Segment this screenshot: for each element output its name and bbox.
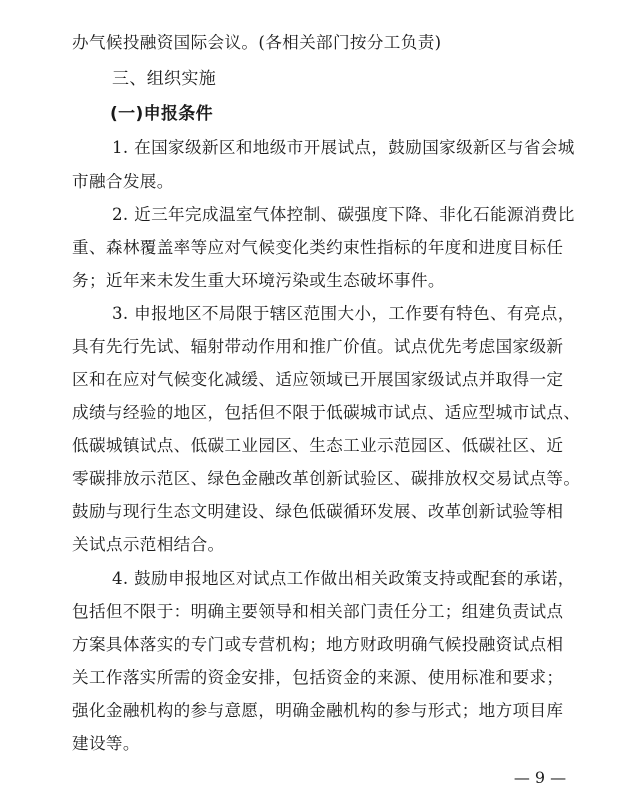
page-number: — 9 —: [513, 768, 567, 787]
text-line: 办气候投融资国际会议。(各相关部门按分工负责): [72, 33, 442, 52]
paragraph-3-line: 具有先行先试、辐射带动作用和推广价值。试点优先考虑国家级新: [72, 337, 564, 356]
paragraph-4-line: 4. 鼓励申报地区对试点工作做出相关政策支持或配套的承诺，: [112, 569, 575, 588]
paragraph-4-line: 关工作落实所需的资金安排，包括资金的来源、使用标准和要求；: [72, 668, 564, 687]
paragraph-3-line: 3. 申报地区不局限于辖区范围大小，工作要有特色、有亮点，: [112, 304, 575, 323]
paragraph-1-line: 市融合发展。: [72, 172, 174, 191]
paragraph-2-line: 重、森林覆盖率等应对气候变化类约束性指标的年度和进度目标任: [72, 238, 564, 257]
subsection-heading: (一)申报条件: [110, 104, 213, 124]
paragraph-3-line: 关试点示范相结合。: [72, 535, 225, 554]
paragraph-1-line: 1. 在国家级新区和地级市开展试点，鼓励国家级新区与省会城: [112, 138, 575, 157]
paragraph-4-line: 方案具体落实的专门或专营机构；地方财政明确气候投融资试点相: [72, 635, 564, 654]
paragraph-4-line: 强化金融机构的参与意愿，明确金融机构的参与形式；地方项目库: [72, 701, 564, 720]
paragraph-4-line: 建设等。: [72, 734, 140, 753]
paragraph-3-line: 鼓励与现行生态文明建设、绿色低碳循环发展、改革创新试验等相: [72, 502, 564, 521]
section-heading: 三、组织实施: [112, 69, 217, 89]
paragraph-3-line: 成绩与经验的地区，包括但不限于低碳城市试点、适应型城市试点、: [72, 403, 581, 422]
paragraph-2-line: 务；近年来未发生重大环境污染或生态破坏事件。: [72, 271, 445, 290]
paragraph-4-line: 包括但不限于：明确主要领导和相关部门责任分工；组建负责试点: [72, 602, 564, 621]
paragraph-2-line: 2. 近三年完成温室气体控制、碳强度下降、非化石能源消费比: [112, 205, 575, 224]
paragraph-3-line: 区和在应对气候变化减缓、适应领域已开展国家级试点并取得一定: [72, 370, 564, 389]
paragraph-3-line: 低碳城镇试点、低碳工业园区、生态工业示范园区、低碳社区、近: [72, 436, 564, 455]
paragraph-3-line: 零碳排放示范区、绿色金融改革创新试验区、碳排放权交易试点等。: [72, 469, 581, 488]
